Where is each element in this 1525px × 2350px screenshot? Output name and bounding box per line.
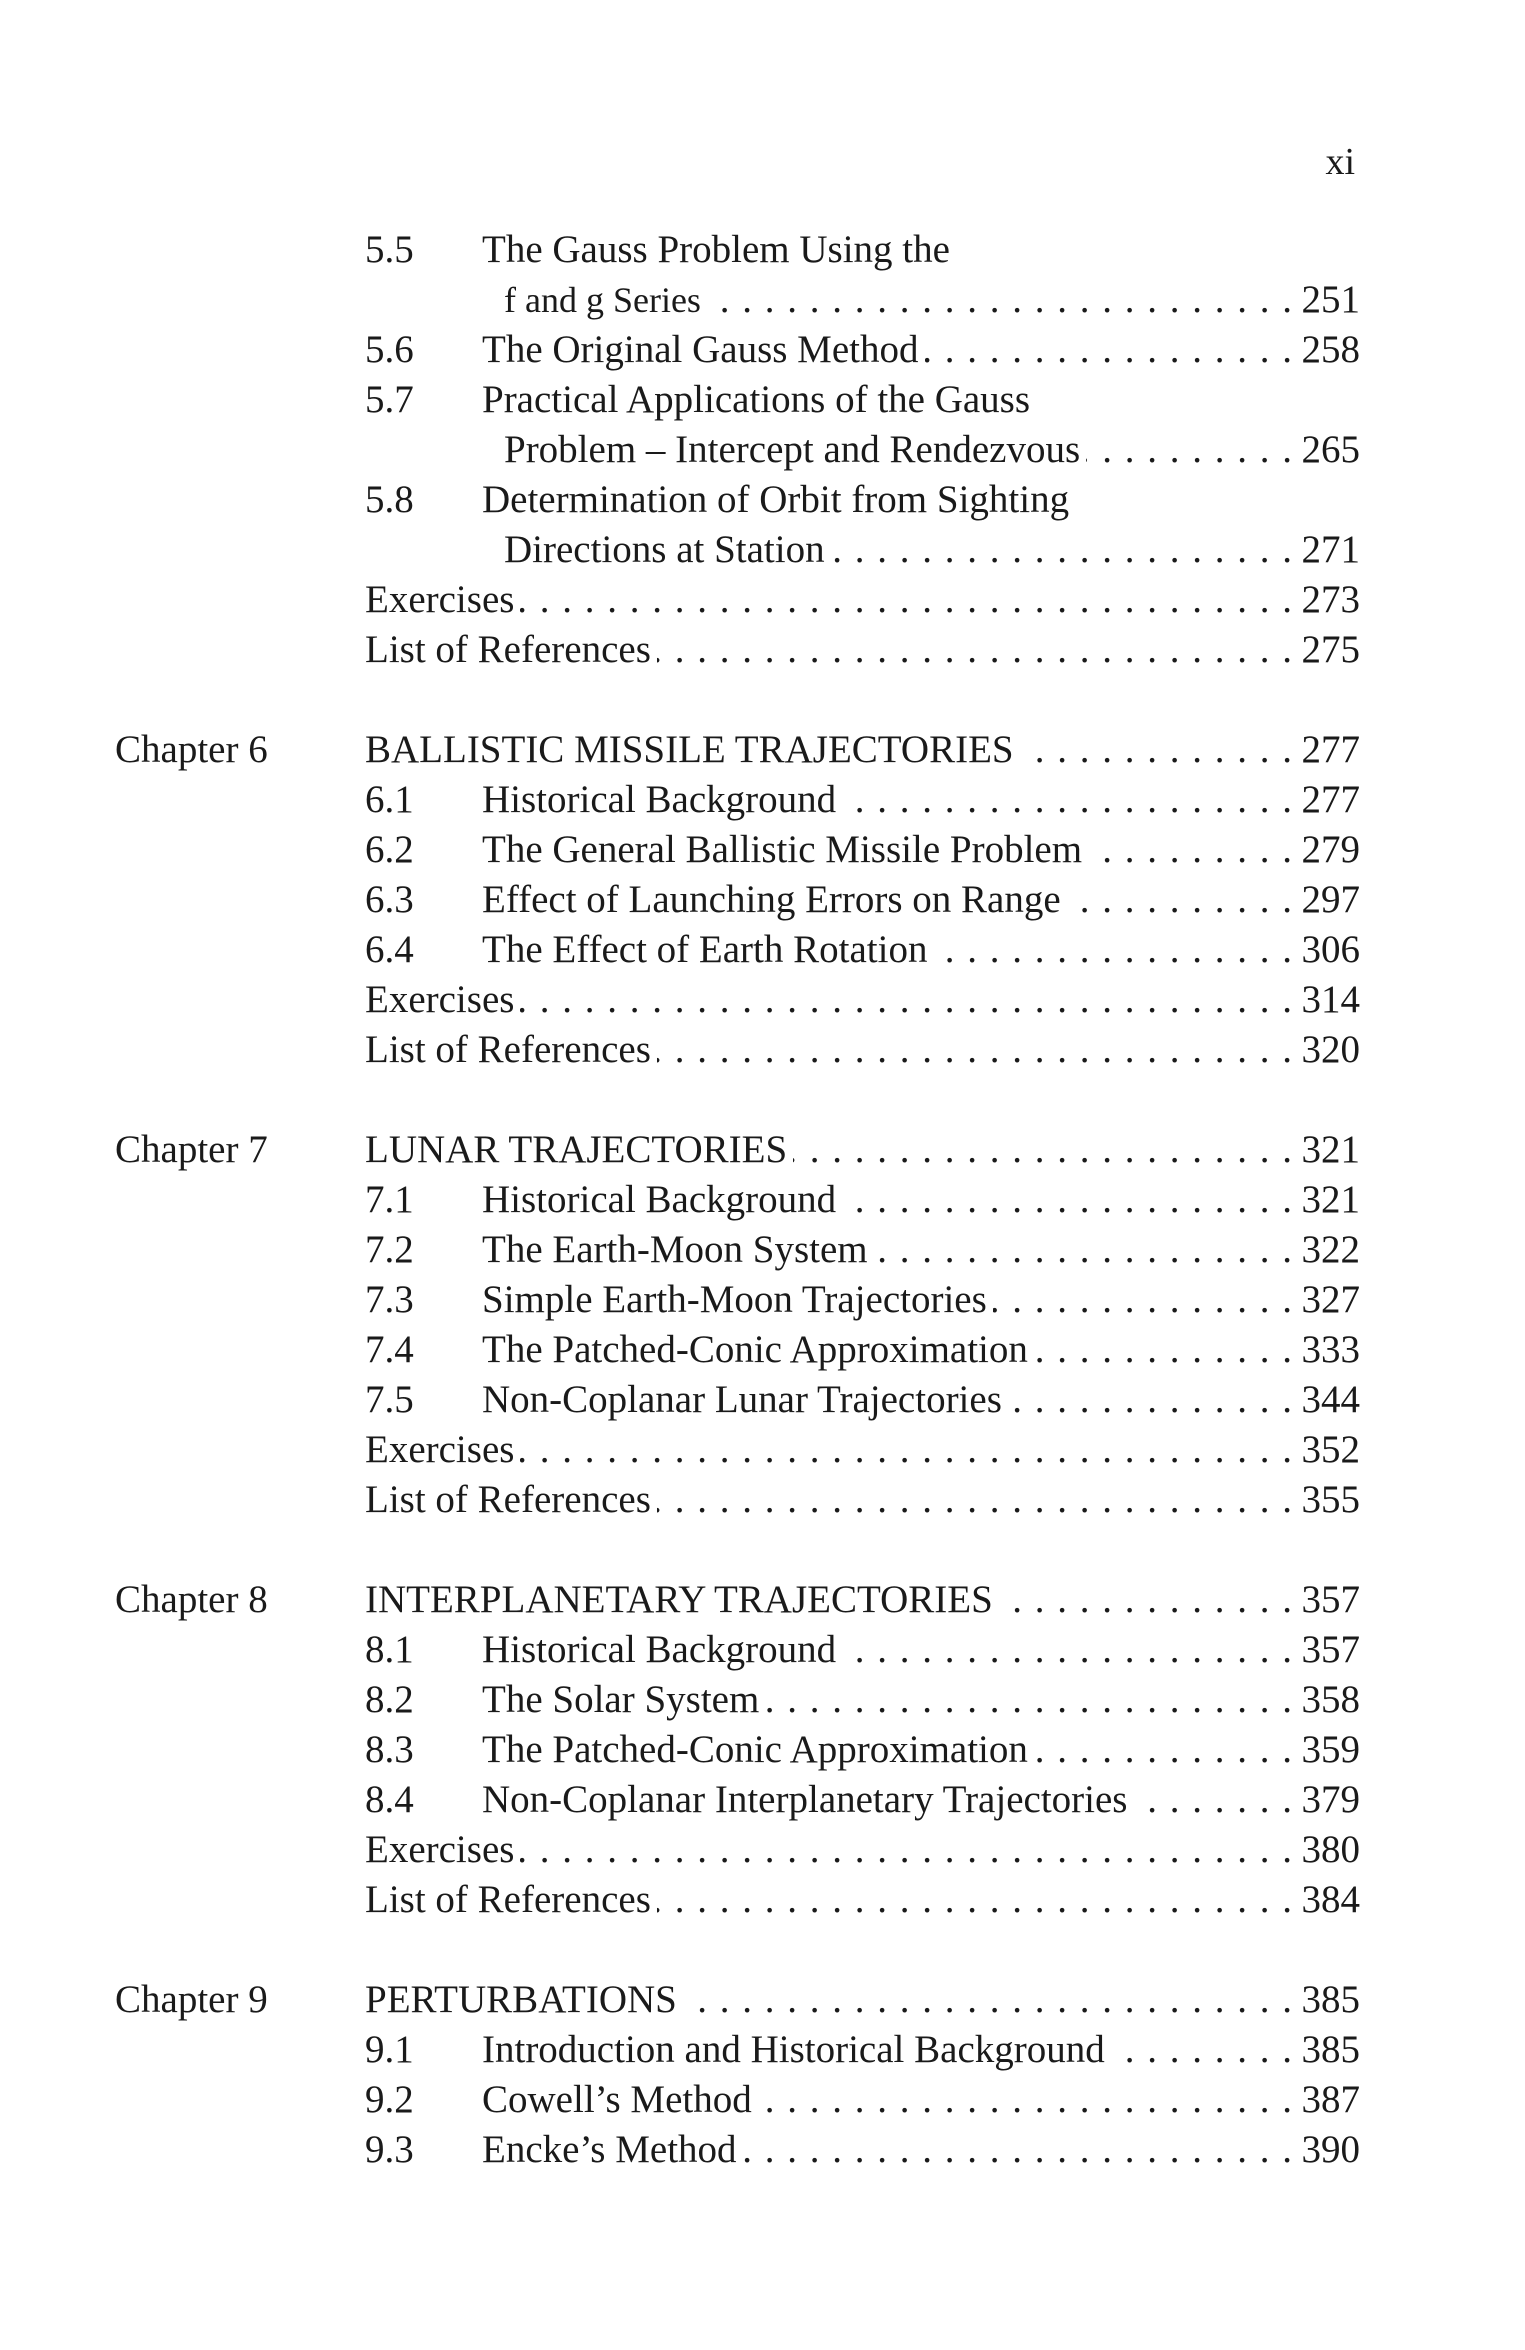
- page-ref: 384: [1301, 1878, 1360, 1921]
- section-title: Directions at Station: [504, 528, 825, 571]
- page-ref: 321: [1301, 1128, 1360, 1171]
- section-number: 8.4: [365, 1778, 414, 1821]
- section-number: 7.1: [365, 1178, 414, 1221]
- section-title: Historical Background: [482, 1178, 837, 1221]
- dot-leader: [657, 1475, 1292, 1525]
- toc-entry[interactable]: [160, 325, 1360, 375]
- page-ref: 357: [1301, 1578, 1360, 1621]
- section-number: 6.3: [365, 878, 414, 921]
- section-title: The Effect of Earth Rotation: [482, 928, 928, 971]
- chapter-label: Chapter 8: [115, 1578, 268, 1621]
- section-number: 8.3: [365, 1728, 414, 1771]
- toc-entry-continued[interactable]: [160, 275, 1360, 325]
- chapter-label: Chapter 7: [115, 1128, 268, 1171]
- page-ref: 273: [1301, 578, 1360, 621]
- section-number: 7.4: [365, 1328, 414, 1371]
- section-number: 5.8: [365, 478, 414, 521]
- chapter-9: [115, 1975, 1360, 2175]
- toc-entry-references[interactable]: [160, 1875, 1360, 1925]
- dot-leader: [1020, 725, 1292, 775]
- page-ref: 385: [1301, 2028, 1360, 2071]
- page-ref: 306: [1301, 928, 1360, 971]
- dot-leader: [657, 1875, 1292, 1925]
- dot-leader: [793, 1125, 1292, 1175]
- exercises-label: Exercises: [365, 978, 515, 1021]
- page-ref: 358: [1301, 1678, 1360, 1721]
- chapter-title: LUNAR TRAJECTORIES: [365, 1128, 788, 1171]
- section-number: 7.3: [365, 1278, 414, 1321]
- section-title: The Earth-Moon System: [482, 1228, 868, 1271]
- section-title: The General Ballistic Missile Problem: [482, 828, 1083, 871]
- dot-leader: [1111, 2025, 1292, 2075]
- chapter-heading[interactable]: [115, 1125, 1360, 1175]
- dot-leader: [993, 1275, 1292, 1325]
- dot-leader: [657, 625, 1292, 675]
- dot-leader: [707, 275, 1292, 325]
- toc-entry[interactable]: [160, 2125, 1360, 2175]
- toc-entry[interactable]: [160, 1775, 1360, 1825]
- page-ref: 275: [1301, 628, 1360, 671]
- page-ref: 297: [1301, 878, 1360, 921]
- exercises-label: Exercises: [365, 1428, 515, 1471]
- chapter-title: INTERPLANETARY TRAJECTORIES: [365, 1578, 993, 1621]
- toc-entry-continued[interactable]: [160, 525, 1360, 575]
- section-title: Effect of Launching Errors on Range: [482, 878, 1061, 921]
- toc-entry[interactable]: [160, 375, 1360, 425]
- section-number: 6.4: [365, 928, 414, 971]
- page-ref: 359: [1301, 1728, 1360, 1771]
- page-ref: 322: [1301, 1228, 1360, 1271]
- toc-entry[interactable]: [160, 475, 1360, 525]
- toc-entry-references[interactable]: [160, 625, 1360, 675]
- page-ref: 380: [1301, 1828, 1360, 1871]
- section-title: The Original Gauss Method: [482, 328, 919, 371]
- section-title: Historical Background: [482, 778, 837, 821]
- section-title: Cowell’s Method: [482, 2078, 752, 2121]
- section-title: The Patched-Conic Approximation: [482, 1728, 1028, 1771]
- references-label: List of References: [365, 1478, 651, 1521]
- section-number: 8.2: [365, 1678, 414, 1721]
- page-ref: 265: [1301, 428, 1360, 471]
- table-of-contents: [115, 225, 1360, 2225]
- page-ref: 251: [1301, 278, 1360, 321]
- section-number: 5.5: [365, 228, 414, 271]
- section-number: 7.2: [365, 1228, 414, 1271]
- toc-entry[interactable]: [160, 1625, 1360, 1675]
- dot-leader: [842, 1175, 1292, 1225]
- dot-leader: [520, 1425, 1292, 1475]
- toc-entry[interactable]: [160, 825, 1360, 875]
- chapter-label: Chapter 6: [115, 728, 268, 771]
- dot-leader: [925, 325, 1292, 375]
- dot-leader: [743, 2125, 1292, 2175]
- page-ref: 390: [1301, 2128, 1360, 2171]
- chapter-6: [115, 725, 1360, 1075]
- page-ref: 355: [1301, 1478, 1360, 1521]
- dot-leader: [831, 525, 1292, 575]
- section-number: 6.2: [365, 828, 414, 871]
- section-title: Practical Applications of the Gauss: [482, 378, 1031, 421]
- dot-leader: [1088, 825, 1292, 875]
- toc-entry[interactable]: [160, 1375, 1360, 1425]
- section-title: Encke’s Method: [482, 2128, 737, 2171]
- toc-entry[interactable]: [160, 925, 1360, 975]
- page-ref: 320: [1301, 1028, 1360, 1071]
- toc-entry[interactable]: [160, 1725, 1360, 1775]
- toc-entry-exercises[interactable]: [160, 1425, 1360, 1475]
- dot-leader: [520, 575, 1292, 625]
- section-number: 7.5: [365, 1378, 414, 1421]
- section-title: Non-Coplanar Lunar Trajectories: [482, 1378, 1002, 1421]
- chapter-title: BALLISTIC MISSILE TRAJECTORIES: [365, 728, 1014, 771]
- dot-leader: [520, 975, 1292, 1025]
- exercises-label: Exercises: [365, 578, 515, 621]
- section-title: The Gauss Problem Using the: [482, 228, 950, 271]
- section-title: Introduction and Historical Background: [482, 2028, 1105, 2071]
- page-ref: 314: [1301, 978, 1360, 1021]
- dot-leader: [520, 1825, 1292, 1875]
- toc-entry-references[interactable]: [160, 1025, 1360, 1075]
- section-number: 5.6: [365, 328, 414, 371]
- page-ref: 277: [1301, 778, 1360, 821]
- chapter-heading[interactable]: [115, 725, 1360, 775]
- section-title: The Solar System: [482, 1678, 760, 1721]
- page-ref: 327: [1301, 1278, 1360, 1321]
- toc-entry[interactable]: [160, 2025, 1360, 2075]
- dot-leader: [842, 775, 1292, 825]
- dot-leader: [1086, 425, 1292, 475]
- toc-entry-references[interactable]: [160, 1475, 1360, 1525]
- toc-entry[interactable]: [160, 875, 1360, 925]
- toc-entry[interactable]: [160, 225, 1360, 275]
- references-label: List of References: [365, 1878, 651, 1921]
- toc-entry-continued[interactable]: [160, 425, 1360, 475]
- references-label: List of References: [365, 1028, 651, 1071]
- section-number: 8.1: [365, 1628, 414, 1671]
- section-title: Determination of Orbit from Sighting: [482, 478, 1070, 521]
- page-ref: 379: [1301, 1778, 1360, 1821]
- toc-entry-exercises[interactable]: [160, 975, 1360, 1025]
- chapter-heading[interactable]: [115, 1975, 1360, 2025]
- page-number: xi: [1325, 141, 1355, 183]
- page-ref: 333: [1301, 1328, 1360, 1371]
- chapter-heading[interactable]: [115, 1575, 1360, 1625]
- section-number: 5.7: [365, 378, 414, 421]
- section-number: 9.3: [365, 2128, 414, 2171]
- chapter-label: Chapter 9: [115, 1978, 268, 2021]
- chapter-7: [115, 1125, 1360, 1525]
- dot-leader: [933, 925, 1292, 975]
- section-title: Problem – Intercept and Rendezvous: [504, 428, 1081, 471]
- dot-leader: [1067, 875, 1292, 925]
- dot-leader: [657, 1025, 1292, 1075]
- toc-entry[interactable]: [160, 1675, 1360, 1725]
- dot-leader: [758, 2075, 1292, 2125]
- dot-leader: [842, 1625, 1292, 1675]
- exercises-label: Exercises: [365, 1828, 515, 1871]
- toc-entry[interactable]: [160, 2075, 1360, 2125]
- toc-entry[interactable]: [160, 1275, 1360, 1325]
- section-title: The Patched-Conic Approximation: [482, 1328, 1028, 1371]
- dot-leader: [1034, 1325, 1292, 1375]
- chapter-5-continued: [160, 225, 1360, 675]
- page-ref: 271: [1301, 528, 1360, 571]
- page-ref: 352: [1301, 1428, 1360, 1471]
- toc-entry[interactable]: [160, 1175, 1360, 1225]
- page-ref: 387: [1301, 2078, 1360, 2121]
- references-label: List of References: [365, 628, 651, 671]
- page-ref: 258: [1301, 328, 1360, 371]
- page-ref: 321: [1301, 1178, 1360, 1221]
- toc-entry[interactable]: [160, 775, 1360, 825]
- section-number: 6.1: [365, 778, 414, 821]
- section-number: 9.1: [365, 2028, 414, 2071]
- section-title: f and g Series: [504, 280, 701, 320]
- toc-entry[interactable]: [160, 1325, 1360, 1375]
- chapter-8: [115, 1575, 1360, 1925]
- page-ref: 385: [1301, 1978, 1360, 2021]
- page-ref: 279: [1301, 828, 1360, 871]
- toc-entry-exercises[interactable]: [160, 575, 1360, 625]
- page-ref: 344: [1301, 1378, 1360, 1421]
- section-title: Non-Coplanar Interplanetary Trajectories: [482, 1778, 1128, 1821]
- chapter-title: PERTURBATIONS: [365, 1978, 677, 2021]
- section-title: Simple Earth-Moon Trajectories: [482, 1278, 987, 1321]
- dot-leader: [1133, 1775, 1292, 1825]
- dot-leader: [999, 1575, 1292, 1625]
- section-number: 9.2: [365, 2078, 414, 2121]
- toc-entry-exercises[interactable]: [160, 1825, 1360, 1875]
- section-title: Historical Background: [482, 1628, 837, 1671]
- page-ref: 277: [1301, 728, 1360, 771]
- dot-leader: [1034, 1725, 1292, 1775]
- dot-leader: [874, 1225, 1292, 1275]
- toc-entry[interactable]: [160, 1225, 1360, 1275]
- dot-leader: [1008, 1375, 1292, 1425]
- page-ref: 357: [1301, 1628, 1360, 1671]
- dot-leader: [683, 1975, 1292, 2025]
- dot-leader: [765, 1675, 1292, 1725]
